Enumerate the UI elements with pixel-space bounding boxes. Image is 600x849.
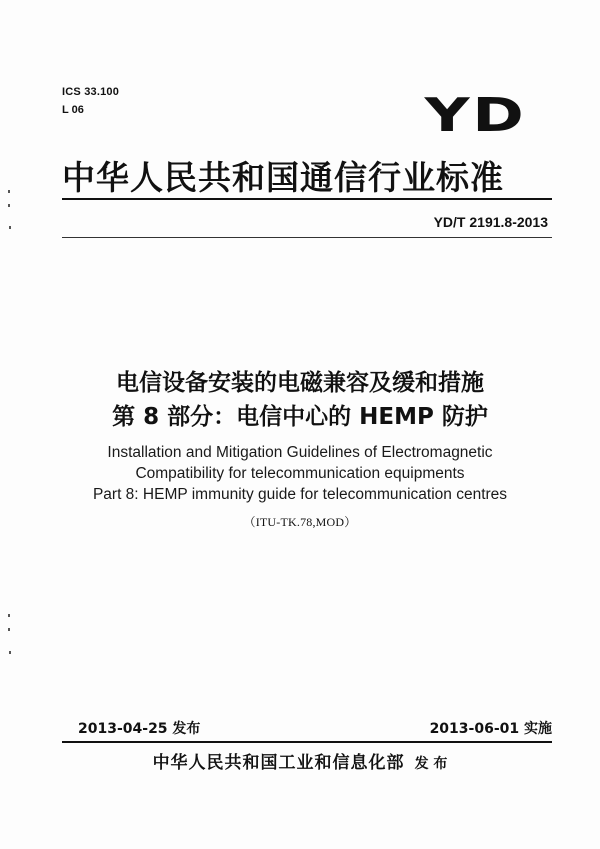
title-cn-line-2: 第 8 部分：电信中心的 HEMP 防护 xyxy=(112,404,488,430)
yd-logo: YD xyxy=(424,88,526,142)
title-cn-line-1: 电信设备安装的电磁兼容及缓和措施 xyxy=(116,370,484,396)
publisher: 中华人民共和国工业和信息化部 xyxy=(152,753,405,773)
ccs-code: L 06 xyxy=(62,104,84,116)
implementation-date: 2013-06-01 实施 xyxy=(429,721,552,737)
scan-mark xyxy=(8,190,10,193)
title-en-line-2: Compatibility for telecommunication equipments xyxy=(135,465,465,482)
industry-standard-title: 中华人民共和国通信行业标准 xyxy=(62,158,504,197)
scan-mark xyxy=(8,614,10,617)
header-divider xyxy=(62,198,552,200)
title-en-line-3: Part 8: HEMP immunity guide for telecommunication centres xyxy=(92,486,508,503)
publisher-line xyxy=(0,748,600,773)
title-en-line-1: Installation and Mitigation Guidelines of Electromagnetic xyxy=(107,444,493,461)
scan-mark xyxy=(8,204,10,207)
issue-date: 2013-04-25 发布 xyxy=(78,721,201,737)
standard-number: YD/T 2191.8-2013 xyxy=(433,214,548,230)
scan-mark xyxy=(9,226,11,229)
scan-mark xyxy=(8,628,10,631)
scan-mark xyxy=(9,651,11,654)
itu-reference: （ITU-TK.78,MOD） xyxy=(243,515,357,529)
ics-code: ICS 33.100 xyxy=(62,86,120,98)
publish-verb: 发 布 xyxy=(414,756,448,772)
footer-divider xyxy=(62,741,552,743)
document-title-block xyxy=(0,366,600,530)
standard-number-divider xyxy=(62,237,552,238)
